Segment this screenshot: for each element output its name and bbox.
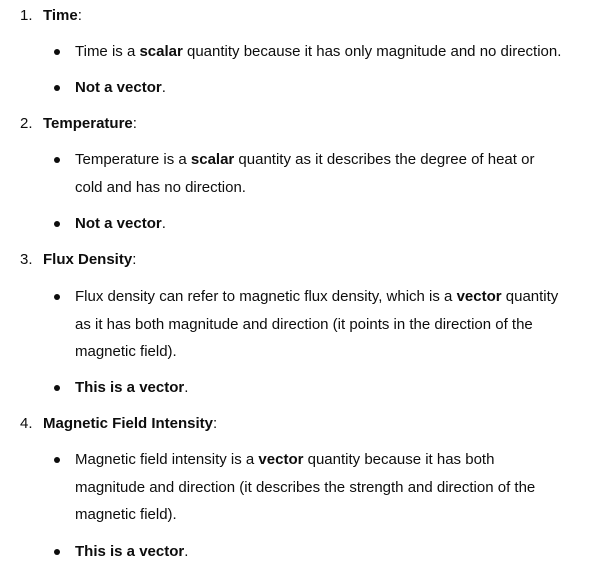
bullet-line: magnetic field). [75, 506, 177, 523]
list-item-colon: : [77, 7, 82, 24]
bullet-dot [54, 294, 60, 300]
list-item-title: Time [43, 7, 78, 24]
bullet-line: This is a vector. [75, 379, 189, 396]
list-item-number: 1. [20, 7, 33, 24]
list-item-number: 2. [20, 115, 33, 132]
list-item-heading [20, 5, 82, 27]
bullet-line: cold and has no direction. [75, 178, 246, 196]
list-item-heading [20, 249, 136, 271]
bullet-line: Time is a scalar quantity because it has only magnitude and no direction. [75, 43, 562, 60]
bullet-item [54, 538, 599, 566]
bullet-item [54, 38, 599, 66]
bullet-item [54, 283, 599, 366]
bullet-dot [54, 49, 60, 55]
list-item-title: Magnetic Field Intensity [43, 415, 214, 432]
bullet-line: This is a vector. [75, 543, 189, 560]
bullet-line: magnetic field). [75, 343, 177, 360]
list-item-colon: : [213, 415, 218, 432]
bullet-dot [54, 221, 60, 227]
bullet-line: Not a vector. [75, 215, 166, 232]
bullet-dot [54, 549, 60, 555]
list-item-heading [20, 413, 217, 435]
bullet-dot [54, 457, 60, 463]
list-item-number: 3. [20, 251, 33, 268]
list-item-title: Flux Density [43, 251, 133, 268]
list-item-colon: : [132, 115, 137, 132]
bullet-dot [54, 85, 60, 91]
bullet-line: as it has both magnitude and direction (it points in the direction of the [75, 315, 533, 333]
bullet-line: Flux density can refer to magnetic flux density, which is a vector quantity [75, 288, 559, 305]
list-item-title: Temperature [43, 115, 133, 132]
bullet-item [54, 446, 599, 529]
bullet-item [54, 374, 599, 402]
bullet-line: Not a vector. [75, 79, 166, 96]
bullet-item [54, 146, 599, 201]
list-item-colon: : [132, 251, 137, 268]
bullet-line: magnitude and direction (it describes the strength and direction of the [75, 478, 536, 496]
bullet-dot [54, 385, 60, 391]
list-item-heading [20, 113, 137, 135]
bullet-line: Temperature is a scalar quantity as it describes the degree of heat or [75, 151, 535, 168]
list-item-number: 4. [20, 415, 33, 432]
bullet-line: Magnetic field intensity is a vector quantity because it has both [75, 451, 495, 468]
bullet-item [54, 210, 599, 238]
bullet-item [54, 74, 599, 102]
bullet-dot [54, 157, 60, 163]
